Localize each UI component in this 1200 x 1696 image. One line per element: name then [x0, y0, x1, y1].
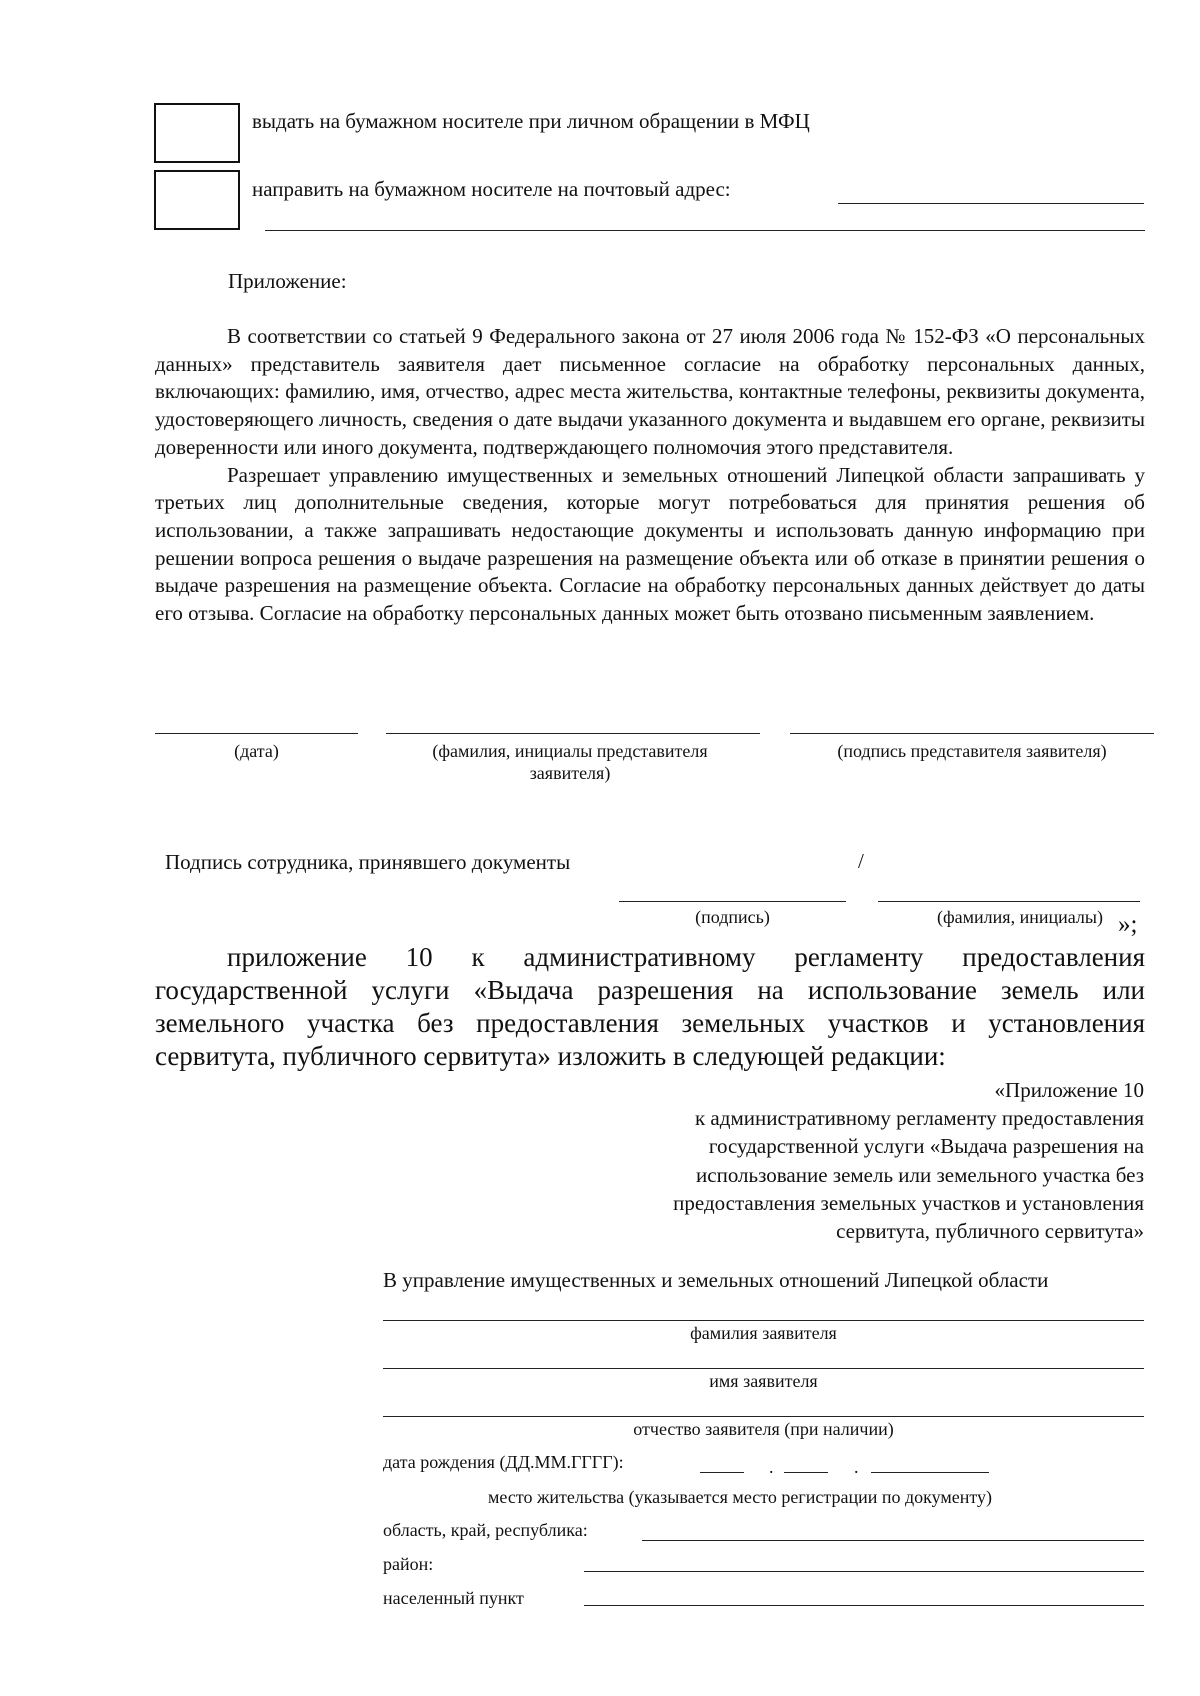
consent-paragraph-1: В соответствии со статьей 9 Федерального закона от 27 июля 2006 года № 152-ФЗ «О персональных данных» представитель заявителя дает письменное согласие на обработку персональных данных, включающих: фамилию, имя, отчество, адрес места жительства, контактные телефоны, реквизиты документа, удостоверяющего личность, сведения о дате выдачи указанного документа и выдавшем его органе, реквизиты доверенности или иного документа, подтверждающего полномочия этого представителя.: [155, 324, 1145, 459]
appendix10-header: [560, 1076, 1144, 1245]
date-line[interactable]: [155, 733, 358, 734]
postal-address-line-1[interactable]: [838, 203, 1144, 204]
checkbox-mail[interactable]: [154, 170, 240, 230]
first-name-caption: имя заявителя: [709, 1371, 818, 1391]
employee-signature-line[interactable]: [619, 901, 846, 902]
birth-date-dot-1: .: [769, 1457, 774, 1477]
birth-day-line[interactable]: [700, 1472, 744, 1473]
birth-year-line[interactable]: [871, 1472, 989, 1473]
appendix10-line-3: государственной услуги «Выдача разрешения на: [708, 1134, 1144, 1159]
region-line[interactable]: [642, 1540, 1144, 1541]
district-line[interactable]: [584, 1571, 1144, 1572]
date-caption: (дата): [234, 741, 279, 761]
appendix-label: Приложение:: [228, 269, 347, 293]
residence-caption: место жительства (указывается место регистрации по документу): [488, 1487, 993, 1507]
appendix10-line-6: сервитута, публичного сервитута»: [836, 1219, 1144, 1244]
postal-address-line-2[interactable]: [265, 230, 1145, 231]
representative-signature-line[interactable]: [790, 733, 1154, 734]
employee-name-caption: (фамилия, инициалы): [937, 907, 1103, 927]
option-mfc-label: выдать на бумажном носителе при личном обращении в МФЦ: [252, 109, 810, 133]
employee-signature-label: Подпись сотрудника, принявшего документы: [165, 850, 571, 874]
surname-line[interactable]: [383, 1320, 1144, 1321]
checkbox-mfc[interactable]: [154, 103, 240, 163]
representative-name-caption: (фамилия, инициалы представителя заявителя): [432, 741, 708, 783]
consent-text: [155, 323, 1145, 628]
closing-quote: »;: [1118, 911, 1138, 938]
employee-slash: /: [858, 849, 864, 873]
birth-date-label: дата рождения (ДД.ММ.ГГГГ):: [383, 1452, 624, 1472]
patronymic-caption: отчество заявителя (при наличии): [633, 1419, 894, 1439]
locality-line[interactable]: [584, 1605, 1144, 1606]
appendix10-line-1: «Приложение 10: [994, 1078, 1144, 1102]
birth-month-line[interactable]: [784, 1472, 828, 1473]
appendix10-line-2: к административному регламенту предоставления: [694, 1106, 1144, 1131]
district-label: район:: [383, 1554, 434, 1574]
region-label: область, край, республика:: [383, 1520, 588, 1540]
employee-name-line[interactable]: [878, 901, 1140, 902]
birth-date-dot-2: .: [854, 1457, 859, 1477]
option-mail-label: направить на бумажном носителе на почтовый адрес:: [252, 177, 731, 201]
consent-paragraph-2: Разрешает управлению имущественных и земельных отношений Липецкой области запрашивать у третьих лиц дополнительные сведения, которые могут потребоваться для принятия решения об использовании, а также запрашивать недостающие документы и использовать данную информацию при решении вопроса решения о выдаче разрешения на размещение объекта или об отказе в принятии решения о выдаче разрешения на размещение объекта. Согласие на обработку персональных данных действует до даты его отзыва. Согласие на обработку персональных данных может быть отозвано письменным заявлением.: [155, 462, 1145, 626]
appendix10-line-5: предоставления земельных участков и установления: [673, 1190, 1144, 1215]
employee-signature-caption: (подпись): [695, 907, 770, 927]
appendix10-line-4: использование земель или земельного участка без: [696, 1162, 1144, 1187]
representative-name-line[interactable]: [386, 733, 760, 734]
patronymic-line[interactable]: [383, 1416, 1144, 1417]
first-name-line[interactable]: [383, 1368, 1144, 1369]
locality-label: населенный пункт: [383, 1588, 524, 1608]
representative-signature-caption: (подпись представителя заявителя): [837, 741, 1107, 761]
amendment-text: приложение 10 к административному регламенту предоставления государственной услуги «Выдача разрешения на использование земель или земельного участка без предоставления земельных участков и установления сервитута, публичного сервитута» изложить в следующей редакции:: [155, 942, 1145, 1071]
surname-caption: фамилия заявителя: [690, 1323, 837, 1343]
addressee: В управление имущественных и земельных отношений Липецкой области: [383, 1268, 1049, 1292]
